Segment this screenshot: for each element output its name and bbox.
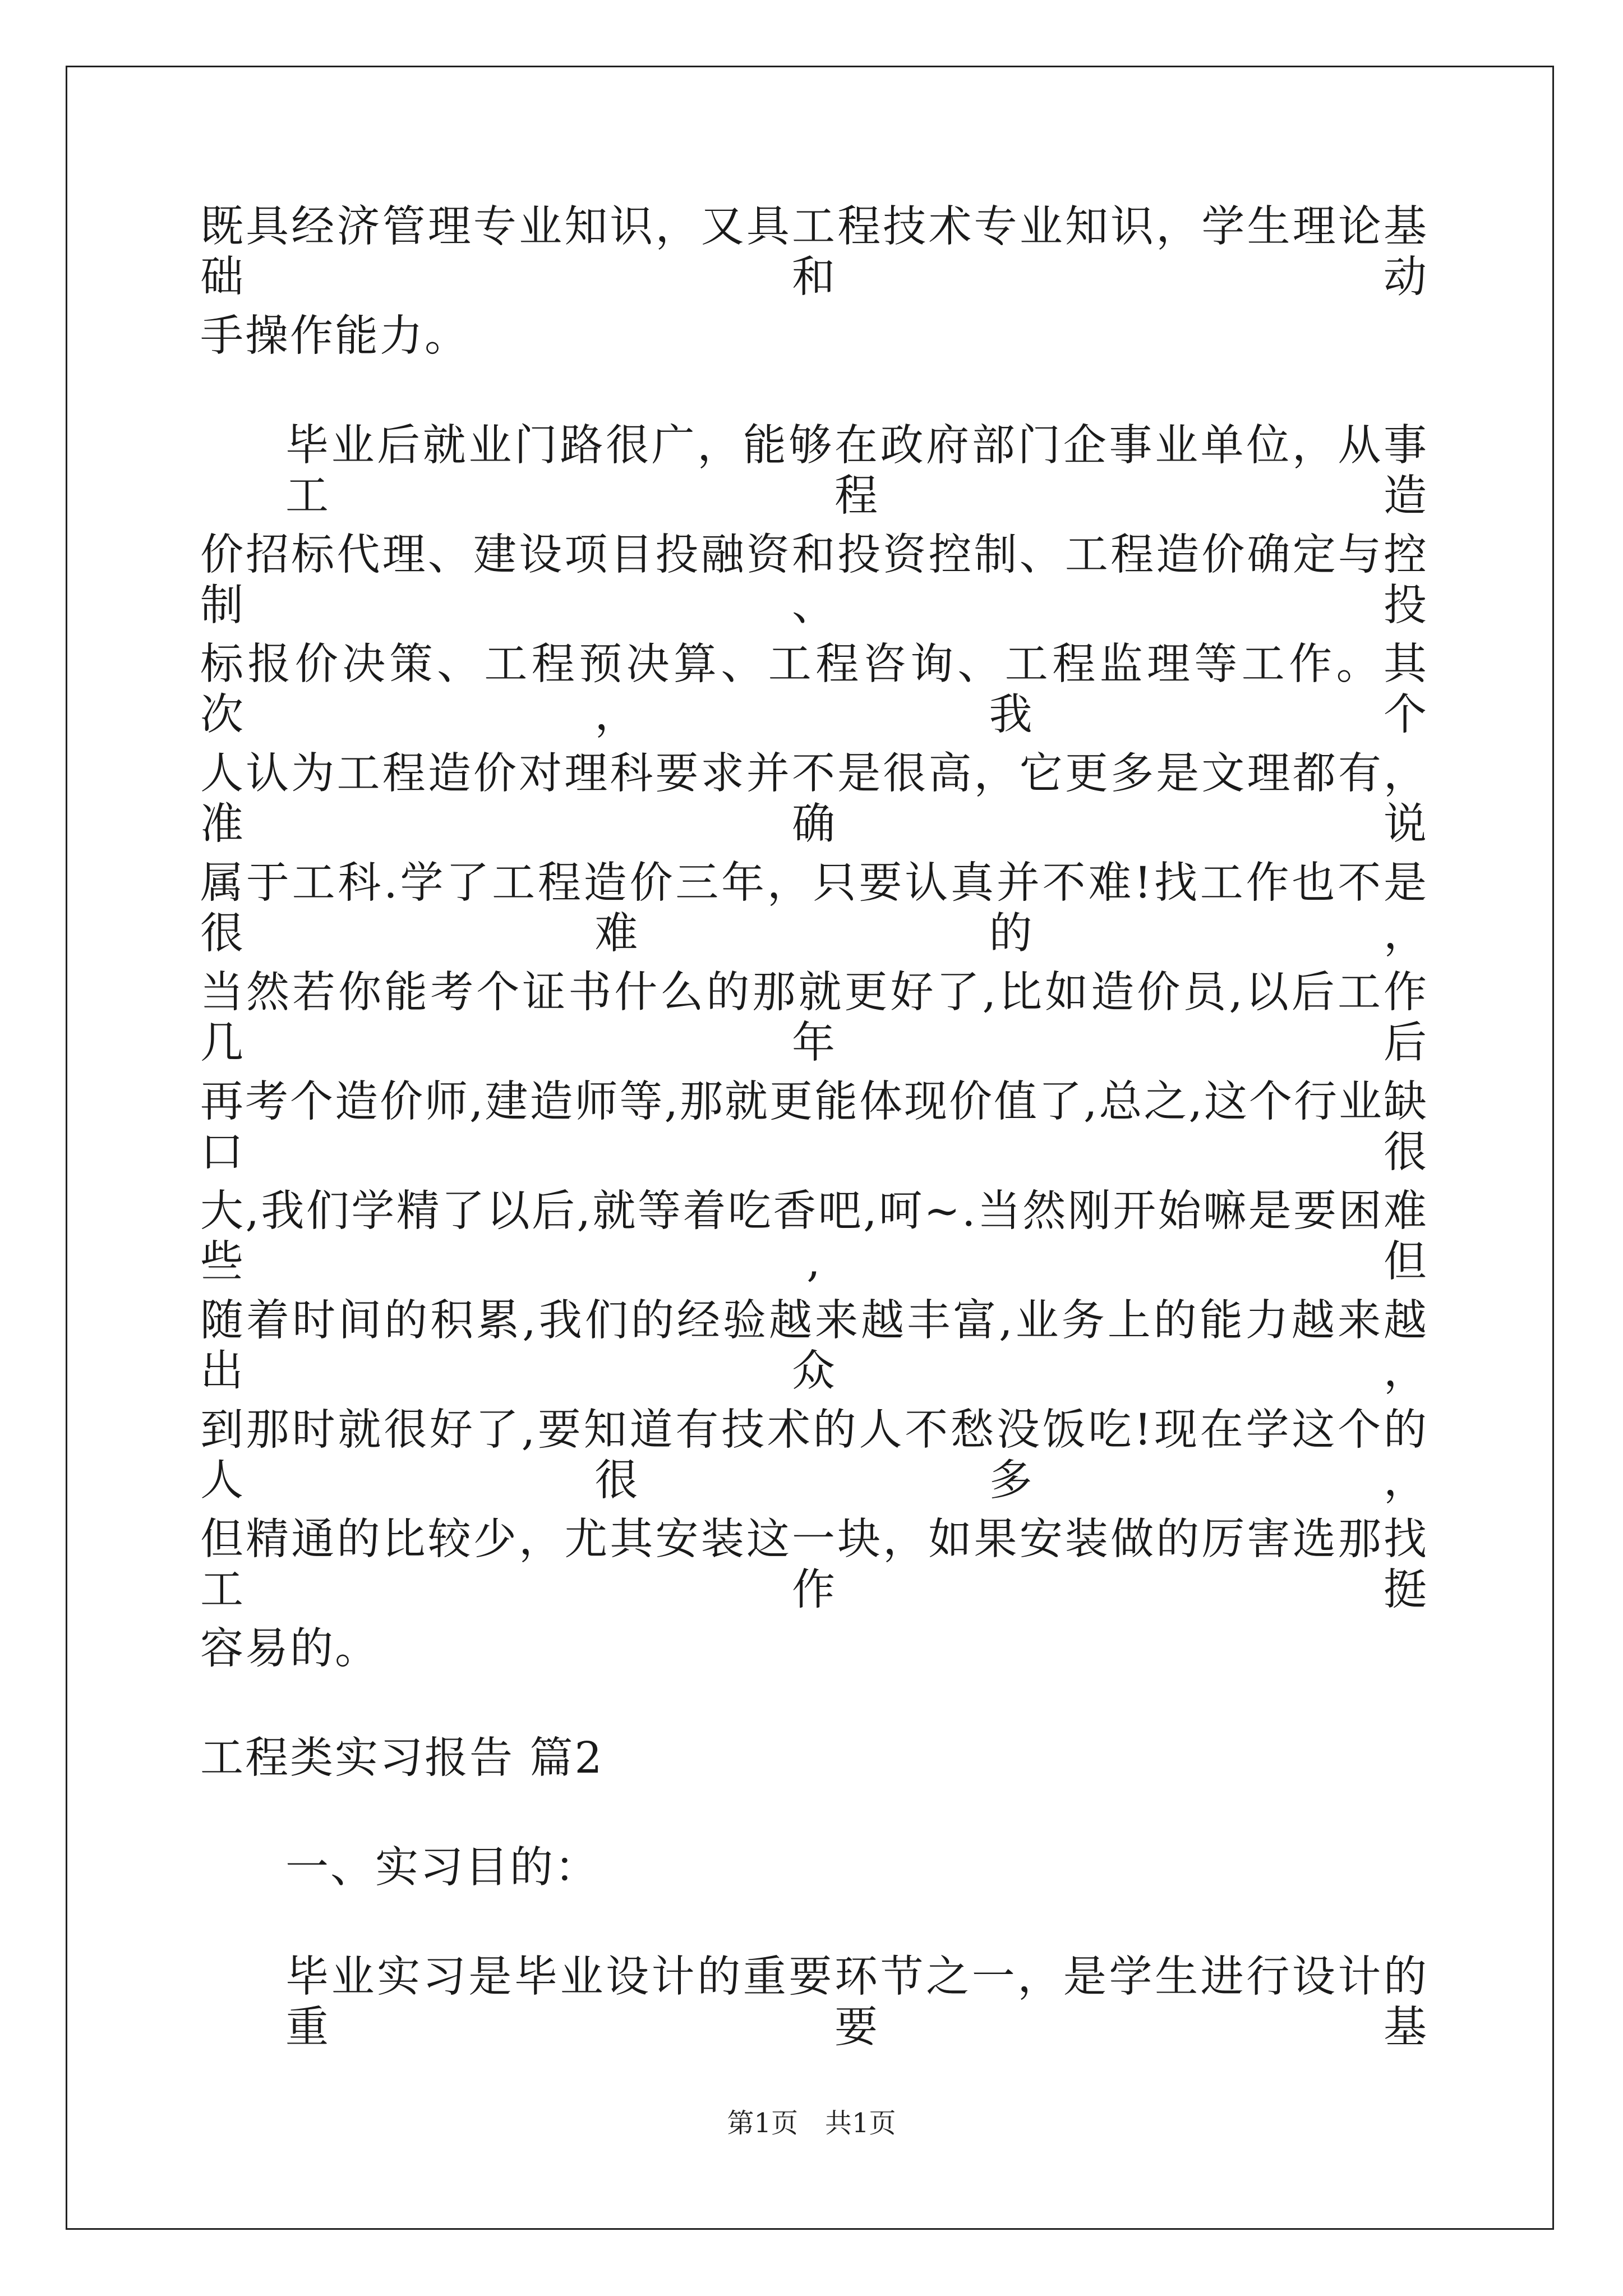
body-line: 当然若你能考个证书什么的那就更好了,比如造价员,以后工作几年后 — [200, 968, 1428, 1068]
paragraph-start-line: 毕业实习是毕业设计的重要环节之一，是学生进行设计的重要基 — [285, 1952, 1428, 2053]
body-line: 但精通的比较少，尤其安装这一块，如果安装做的厉害选那找工作挺 — [200, 1515, 1428, 1615]
page-footer — [0, 2106, 1623, 2140]
body-line: 容易的。 — [200, 1624, 380, 1674]
body-line: 属于工科.学了工程造价三年，只要认真并不难!找工作也不是很难的， — [200, 858, 1428, 959]
paragraph-start-line: 毕业后就业门路很广，能够在政府部门企事业单位，从事工程造 — [285, 421, 1428, 521]
body-line: 标报价决策、工程预决算、工程咨询、工程监理等工作。其次，我个 — [200, 639, 1428, 740]
subsection-heading: 一、实习目的： — [285, 1843, 600, 1893]
body-line: 再考个造价师,建造师等,那就更能体现价值了,总之,这个行业缺口很 — [200, 1077, 1428, 1177]
section-heading: 工程类实习报告 篇2 — [200, 1733, 604, 1783]
body-line: 随着时间的积累,我们的经验越来越丰富,业务上的能力越来越出众， — [200, 1296, 1428, 1396]
page-number: 第1页 — [727, 2108, 798, 2139]
body-line: 大,我们学精了以后,就等着吃香吧,呵~.当然刚开始嘛是要困难些,但 — [200, 1186, 1428, 1287]
body-line: 人认为工程造价对理科要求并不是很高，它更多是文理都有，准确说 — [200, 749, 1428, 849]
body-line: 手操作能力。 — [200, 311, 469, 361]
body-line: 既具经济管理专业知识，又具工程技术专业知识，学生理论基础和动 — [200, 202, 1428, 302]
page-total: 共1页 — [825, 2108, 896, 2139]
body-line: 到那时就很好了,要知道有技术的人不愁没饭吃!现在学这个的人很多， — [200, 1405, 1428, 1506]
body-line: 价招标代理、建设项目投融资和投资控制、工程造价确定与控制、投 — [200, 530, 1428, 631]
